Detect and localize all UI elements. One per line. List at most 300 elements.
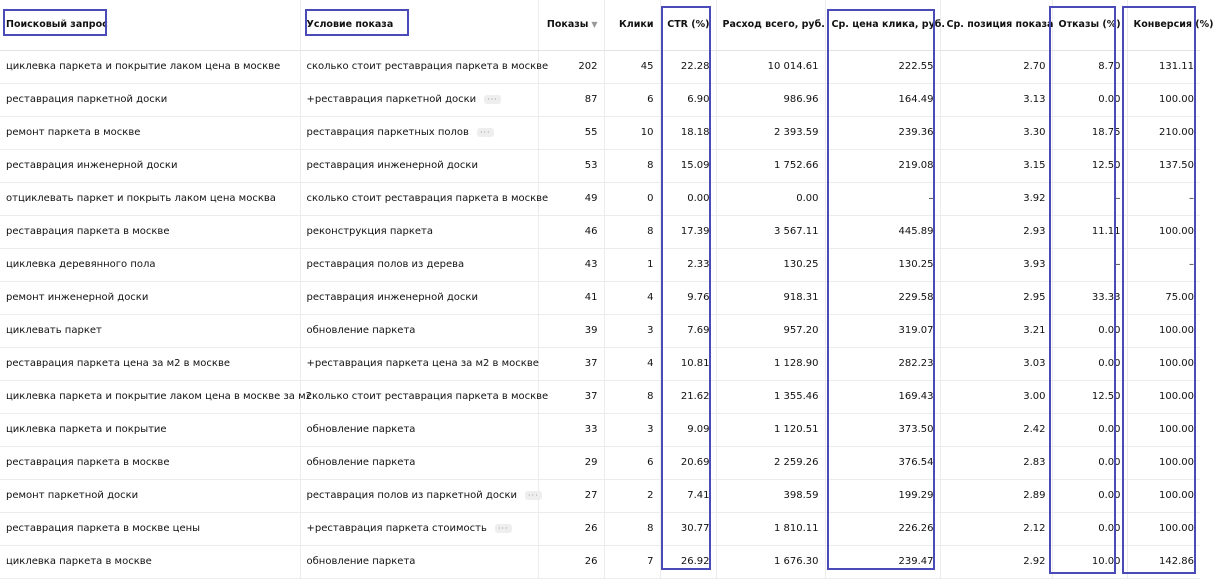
cell-spend: [716, 314, 825, 347]
cell-position-text: 3.21: [1023, 325, 1046, 336]
cell-shows-text: 37: [584, 391, 598, 402]
cell-cpc-text: 373.50: [898, 424, 934, 435]
cell-ctr-text: 17.39: [680, 226, 710, 237]
cell-bounces: [1052, 83, 1127, 116]
table-row[interactable]: [0, 380, 1200, 413]
cell-position-text: 2.89: [1023, 490, 1046, 501]
cell-bounces-text: 12.50: [1091, 160, 1121, 171]
cell-position: [940, 83, 1052, 116]
cell-ctr: [660, 248, 716, 281]
table-row[interactable]: [0, 446, 1200, 479]
cell-bounces: [1052, 248, 1127, 281]
cell-cpc-text: 376.54: [898, 457, 934, 468]
cell-bounces: [1052, 281, 1127, 314]
cell-spend-text: 1 752.66: [773, 160, 819, 171]
cell-condition[interactable]: [300, 512, 538, 545]
cell-clicks: [604, 50, 660, 83]
cell-clicks: [604, 413, 660, 446]
cell-query-text: реставрация паркета в москве цены: [6, 523, 201, 534]
cell-condition-text: обновление паркета: [306, 556, 416, 567]
cell-bounces: [1052, 479, 1127, 512]
cell-query-text: циклевка паркета и покрытие лаком цена в москве: [6, 61, 281, 72]
cell-query[interactable]: [0, 413, 300, 446]
cell-query[interactable]: [0, 545, 300, 578]
cell-conversion-text: 100.00: [1159, 94, 1194, 105]
cell-bounces: [1052, 446, 1127, 479]
cell-query-text: ремонт инженерной доски: [6, 292, 149, 303]
cell-bounces: [1052, 512, 1127, 545]
cell-shows: [538, 215, 604, 248]
cell-clicks-text: 8: [647, 523, 654, 534]
cell-query[interactable]: [0, 479, 300, 512]
cell-condition[interactable]: [300, 314, 538, 347]
cell-position-text: 3.13: [1023, 94, 1046, 105]
cell-spend-text: 2 259.26: [773, 457, 819, 468]
cell-bounces-text: 0.00: [1098, 523, 1121, 534]
cell-conversion-text: 137.50: [1159, 160, 1194, 171]
column-header-spend[interactable]: Расход всего, руб.: [716, 0, 825, 50]
cell-conversion-text: 142.86: [1159, 556, 1194, 567]
cell-position-text: 2.83: [1023, 457, 1046, 468]
cell-bounces: [1052, 116, 1127, 149]
cell-bounces-text: 0.00: [1098, 358, 1121, 369]
table-row[interactable]: [0, 413, 1200, 446]
cell-condition-text: обновление паркета: [306, 325, 416, 336]
cell-clicks: [604, 248, 660, 281]
cell-cpc: [825, 479, 940, 512]
cell-bounces-text: 18.75: [1091, 127, 1121, 138]
cell-ctr: [660, 83, 716, 116]
cell-ctr: [660, 545, 716, 578]
cell-condition[interactable]: [300, 215, 538, 248]
cell-clicks-text: 45: [640, 61, 654, 72]
cell-ctr-text: 9.09: [687, 424, 710, 435]
cell-bounces-text: 12.50: [1091, 391, 1121, 402]
cell-cpc-text: 445.89: [898, 226, 934, 237]
cell-spend: [716, 215, 825, 248]
cell-conversion-text: 100.00: [1159, 523, 1194, 534]
cell-condition-text: сколько стоит реставрация паркета в москве: [306, 61, 549, 72]
cell-query-text: циклевка деревянного пола: [6, 259, 156, 270]
table-row[interactable]: [0, 512, 1200, 545]
cell-query-text: циклевать паркет: [6, 325, 102, 336]
cell-condition[interactable]: [300, 413, 538, 446]
cell-query-text: ремонт паркетной доски: [6, 490, 139, 501]
column-header-bounces[interactable]: Отказы (%): [1052, 0, 1127, 50]
cell-spend: [716, 182, 825, 215]
cell-condition[interactable]: [300, 83, 538, 116]
cell-shows-text: 49: [584, 193, 598, 204]
cell-ctr-text: 7.41: [687, 490, 710, 501]
cell-cpc: [825, 149, 940, 182]
cell-bounces: [1052, 380, 1127, 413]
cell-conversion: [1127, 446, 1200, 479]
cell-spend-text: 0.00: [796, 193, 819, 204]
cell-cpc-text: 229.58: [898, 292, 934, 303]
cell-shows: [538, 479, 604, 512]
cell-conversion-text: 210.00: [1159, 127, 1194, 138]
cell-position-text: 2.70: [1023, 61, 1046, 72]
cell-cpc-text: –: [928, 193, 934, 204]
cell-query[interactable]: [0, 446, 300, 479]
cell-query-text: реставрация паркета в москве: [6, 226, 170, 237]
cell-clicks-text: 4: [647, 358, 654, 369]
cell-condition[interactable]: [300, 479, 538, 512]
cell-conversion-text: –: [1189, 193, 1194, 204]
cell-spend: [716, 83, 825, 116]
cell-position-text: 2.93: [1023, 226, 1046, 237]
cell-clicks: [604, 479, 660, 512]
cell-bounces-text: –: [1115, 259, 1121, 270]
cell-query-text: реставрация паркета цена за м2 в москве: [6, 358, 230, 369]
cell-ctr: [660, 479, 716, 512]
cell-query-text: реставрация инженерной доски: [6, 160, 178, 171]
cell-spend-text: 398.59: [783, 490, 819, 501]
cell-query[interactable]: [0, 83, 300, 116]
cell-spend-text: 1 810.11: [773, 523, 819, 534]
cell-position: [940, 545, 1052, 578]
cell-clicks-text: 3: [647, 424, 654, 435]
cell-conversion-text: 100.00: [1159, 226, 1194, 237]
cell-spend-text: 1 355.46: [773, 391, 819, 402]
column-header-ctr[interactable]: CTR (%): [660, 0, 716, 50]
cell-shows: [538, 413, 604, 446]
cell-ctr: [660, 50, 716, 83]
table-row[interactable]: [0, 50, 1200, 83]
cell-clicks: [604, 83, 660, 116]
cell-query[interactable]: [0, 248, 300, 281]
cell-ctr: [660, 347, 716, 380]
cell-bounces-text: –: [1115, 193, 1121, 204]
cell-conversion-text: 75.00: [1165, 292, 1194, 303]
cell-shows-text: 46: [584, 226, 598, 237]
cell-clicks-text: 8: [647, 160, 654, 171]
cell-query-text: ремонт паркета в москве: [6, 127, 141, 138]
cell-condition[interactable]: [300, 182, 549, 215]
table-row[interactable]: [0, 149, 1200, 182]
cell-position-text: 2.42: [1023, 424, 1046, 435]
cell-clicks-text: 0: [647, 193, 654, 204]
cell-cpc: [825, 248, 940, 281]
cell-condition[interactable]: [300, 446, 538, 479]
cell-conversion-text: 100.00: [1159, 424, 1194, 435]
cell-ctr-text: 15.09: [680, 160, 710, 171]
cell-spend-text: 3 567.11: [773, 226, 819, 237]
cell-clicks: [604, 314, 660, 347]
cell-spend-text: 2 393.59: [773, 127, 819, 138]
cell-query-text: реставрация паркета в москве: [6, 457, 170, 468]
cell-shows: [538, 281, 604, 314]
table-row[interactable]: [0, 83, 1200, 116]
cell-query-text: циклевка паркета в москве: [6, 556, 152, 567]
cell-shows: [538, 545, 604, 578]
cell-clicks-text: 6: [647, 457, 654, 468]
cell-condition-text: обновление паркета: [306, 424, 416, 435]
cell-condition-text: реставрация полов из дерева: [306, 259, 465, 270]
cell-query[interactable]: [0, 149, 300, 182]
cell-condition-text: реставрация инженерной доски: [306, 160, 478, 171]
cell-cpc-text: 164.49: [898, 94, 934, 105]
cell-shows-text: 27: [584, 490, 598, 501]
cell-conversion: [1127, 347, 1200, 380]
cell-conversion: [1127, 413, 1200, 446]
cell-clicks: [604, 182, 660, 215]
cell-cpc-text: 226.26: [898, 523, 934, 534]
more-options-icon[interactable]: ···: [525, 491, 542, 500]
cell-condition[interactable]: [300, 545, 538, 578]
cell-spend: [716, 50, 825, 83]
cell-query[interactable]: [0, 380, 312, 413]
cell-shows: [538, 347, 604, 380]
cell-ctr-text: 26.92: [680, 556, 710, 567]
cell-condition[interactable]: [300, 380, 549, 413]
cell-bounces: [1052, 413, 1127, 446]
cell-bounces-text: 0.00: [1098, 457, 1121, 468]
cell-spend-text: 10 014.61: [767, 61, 819, 72]
cell-ctr: [660, 182, 716, 215]
sort-down-icon[interactable]: ▼: [591, 20, 598, 30]
cell-position: [940, 116, 1052, 149]
cell-cpc: [825, 182, 940, 215]
cell-clicks: [604, 215, 660, 248]
cell-cpc-text: 169.43: [898, 391, 934, 402]
cell-query-text: циклевка паркета и покрытие лаком цена в москве за м2: [6, 391, 312, 402]
cell-ctr: [660, 446, 716, 479]
cell-clicks: [604, 281, 660, 314]
cell-query-text: отциклевать паркет и покрыть лаком цена москва: [6, 193, 276, 204]
cell-query[interactable]: [0, 182, 300, 215]
cell-condition-text: сколько стоит реставрация паркета в москве: [306, 391, 549, 402]
cell-cpc: [825, 347, 940, 380]
cell-condition[interactable]: [300, 50, 549, 83]
cell-ctr: [660, 380, 716, 413]
cell-shows-text: 29: [584, 457, 598, 468]
cell-position: [940, 380, 1052, 413]
cell-conversion-text: 131.11: [1159, 61, 1194, 72]
cell-clicks-text: 1: [647, 259, 654, 270]
cell-query[interactable]: [0, 116, 300, 149]
cell-cpc-text: 239.47: [898, 556, 934, 567]
cell-conversion: [1127, 380, 1200, 413]
cell-conversion: [1127, 281, 1200, 314]
cell-ctr-text: 6.90: [687, 94, 710, 105]
cell-cpc-text: 222.55: [898, 61, 934, 72]
table-row[interactable]: [0, 479, 1200, 512]
column-header-clicks[interactable]: Клики: [604, 0, 660, 50]
cell-shows: [538, 149, 604, 182]
cell-conversion: [1127, 314, 1200, 347]
cell-query[interactable]: [0, 314, 300, 347]
cell-ctr-text: 2.33: [687, 259, 710, 270]
cell-condition[interactable]: [300, 116, 538, 149]
cell-position-text: 3.03: [1023, 358, 1046, 369]
cell-spend: [716, 413, 825, 446]
cell-bounces: [1052, 182, 1127, 215]
cell-ctr: [660, 281, 716, 314]
cell-ctr-text: 7.69: [687, 325, 710, 336]
cell-condition[interactable]: [300, 149, 538, 182]
cell-spend: [716, 116, 825, 149]
cell-condition-text: сколько стоит реставрация паркета в москве: [306, 193, 549, 204]
more-options-icon[interactable]: ···: [477, 128, 494, 137]
more-options-icon[interactable]: ···: [495, 524, 512, 533]
cell-conversion: [1127, 83, 1200, 116]
cell-clicks-text: 8: [647, 226, 654, 237]
column-header-conversion[interactable]: Конверсия (%): [1127, 0, 1200, 50]
cell-condition-text: +реставрация паркета стоимость: [306, 523, 487, 534]
cell-condition-text: обновление паркета: [306, 457, 416, 468]
cell-spend-text: 957.20: [783, 325, 819, 336]
cell-ctr-text: 10.81: [680, 358, 710, 369]
cell-clicks-text: 2: [647, 490, 654, 501]
table-row[interactable]: [0, 347, 1200, 380]
cell-position: [940, 446, 1052, 479]
cell-position: [940, 413, 1052, 446]
cell-cpc: [825, 380, 940, 413]
cell-shows-text: 39: [584, 325, 598, 336]
cell-clicks: [604, 149, 660, 182]
cell-bounces-text: 0.00: [1098, 424, 1121, 435]
cell-shows-text: 53: [584, 160, 598, 171]
cell-position: [940, 248, 1052, 281]
cell-shows: [538, 248, 604, 281]
cell-position-text: 3.92: [1023, 193, 1046, 204]
cell-position-text: 3.93: [1023, 259, 1046, 270]
cell-ctr: [660, 215, 716, 248]
cell-ctr-text: 20.69: [680, 457, 710, 468]
cell-ctr: [660, 116, 716, 149]
table-row[interactable]: [0, 248, 1200, 281]
cell-condition-text: реконструкция паркета: [306, 226, 433, 237]
cell-shows-text: 43: [584, 259, 598, 270]
column-header-query[interactable]: Поисковый запрос: [0, 0, 300, 50]
cell-shows: [538, 314, 604, 347]
cell-position: [940, 281, 1052, 314]
table-header-row: [0, 0, 1200, 50]
cell-query[interactable]: [0, 50, 300, 83]
cell-spend: [716, 347, 825, 380]
table-row[interactable]: [0, 314, 1200, 347]
cell-conversion: [1127, 479, 1200, 512]
cell-query[interactable]: [0, 512, 300, 545]
cell-bounces-text: 10.00: [1091, 556, 1121, 567]
cell-shows-text: 87: [584, 94, 598, 105]
cell-position: [940, 512, 1052, 545]
cell-cpc: [825, 215, 940, 248]
cell-cpc-text: 239.36: [898, 127, 934, 138]
cell-shows-text: 202: [578, 61, 598, 72]
cell-spend: [716, 281, 825, 314]
cell-position: [940, 347, 1052, 380]
cell-conversion: [1127, 248, 1200, 281]
cell-condition[interactable]: [300, 248, 538, 281]
cell-bounces-text: 0.00: [1098, 94, 1121, 105]
cell-clicks: [604, 545, 660, 578]
cell-position: [940, 182, 1052, 215]
cell-spend: [716, 149, 825, 182]
cell-bounces-text: 8.70: [1098, 61, 1121, 72]
cell-cpc: [825, 281, 940, 314]
cell-shows-text: 26: [584, 523, 598, 534]
cell-clicks: [604, 446, 660, 479]
cell-cpc: [825, 545, 940, 578]
cell-position-text: 3.00: [1023, 391, 1046, 402]
table-row[interactable]: [0, 182, 1200, 215]
cell-ctr-text: 18.18: [680, 127, 710, 138]
cell-cpc-text: 219.08: [898, 160, 934, 171]
cell-shows: [538, 116, 604, 149]
cell-cpc-text: 130.25: [898, 259, 934, 270]
cell-clicks: [604, 512, 660, 545]
cell-position-text: 3.15: [1023, 160, 1046, 171]
cell-cpc: [825, 50, 940, 83]
cell-bounces-text: 33.33: [1091, 292, 1121, 303]
cell-clicks-text: 8: [647, 391, 654, 402]
cell-position: [940, 314, 1052, 347]
cell-bounces: [1052, 545, 1127, 578]
cell-spend-text: 918.31: [783, 292, 819, 303]
cell-query[interactable]: [0, 347, 300, 380]
cell-clicks-text: 6: [647, 94, 654, 105]
cell-bounces: [1052, 215, 1127, 248]
cell-position-text: 3.30: [1023, 127, 1046, 138]
cell-spend-text: 1 128.90: [773, 358, 819, 369]
column-header-condition[interactable]: Условие показа: [300, 0, 538, 50]
column-header-cpc[interactable]: Ср. цена клика, руб.: [825, 0, 940, 50]
cell-cpc: [825, 446, 940, 479]
cell-condition[interactable]: [300, 281, 538, 314]
table-row[interactable]: [0, 545, 1200, 578]
cell-ctr: [660, 413, 716, 446]
more-options-icon[interactable]: ···: [484, 95, 501, 104]
cell-position-text: 2.92: [1023, 556, 1046, 567]
cell-shows-text: 41: [584, 292, 598, 303]
cell-shows: [538, 446, 604, 479]
table-row[interactable]: [0, 116, 1200, 149]
cell-shows-text: 33: [584, 424, 598, 435]
cell-shows: [538, 83, 604, 116]
cell-clicks: [604, 347, 660, 380]
cell-conversion-text: –: [1189, 259, 1194, 270]
cell-condition-text: реставрация полов из паркетной доски: [306, 490, 517, 501]
cell-position-text: 2.95: [1023, 292, 1046, 303]
cell-ctr-text: 22.28: [680, 61, 710, 72]
cell-spend: [716, 545, 825, 578]
cell-conversion-text: 100.00: [1159, 490, 1194, 501]
cell-condition[interactable]: [300, 347, 538, 380]
cell-query[interactable]: [0, 281, 300, 314]
cell-ctr: [660, 149, 716, 182]
column-header-shows[interactable]: Показы ▼: [538, 0, 604, 50]
cell-conversion-text: 100.00: [1159, 391, 1194, 402]
cell-bounces: [1052, 314, 1127, 347]
cell-conversion-text: 100.00: [1159, 358, 1194, 369]
cell-cpc: [825, 314, 940, 347]
cell-query[interactable]: [0, 215, 300, 248]
cell-ctr-text: 9.76: [687, 292, 710, 303]
table-row[interactable]: [0, 215, 1200, 248]
cell-conversion: [1127, 50, 1200, 83]
cell-shows: [538, 512, 604, 545]
column-header-position[interactable]: Ср. позиция показа: [940, 0, 1052, 50]
cell-query-text: циклевка паркета и покрытие: [6, 424, 167, 435]
cell-clicks-text: 3: [647, 325, 654, 336]
cell-cpc-text: 199.29: [898, 490, 934, 501]
table-row[interactable]: [0, 281, 1200, 314]
cell-position: [940, 215, 1052, 248]
cell-clicks-text: 10: [640, 127, 654, 138]
cell-position: [940, 50, 1052, 83]
